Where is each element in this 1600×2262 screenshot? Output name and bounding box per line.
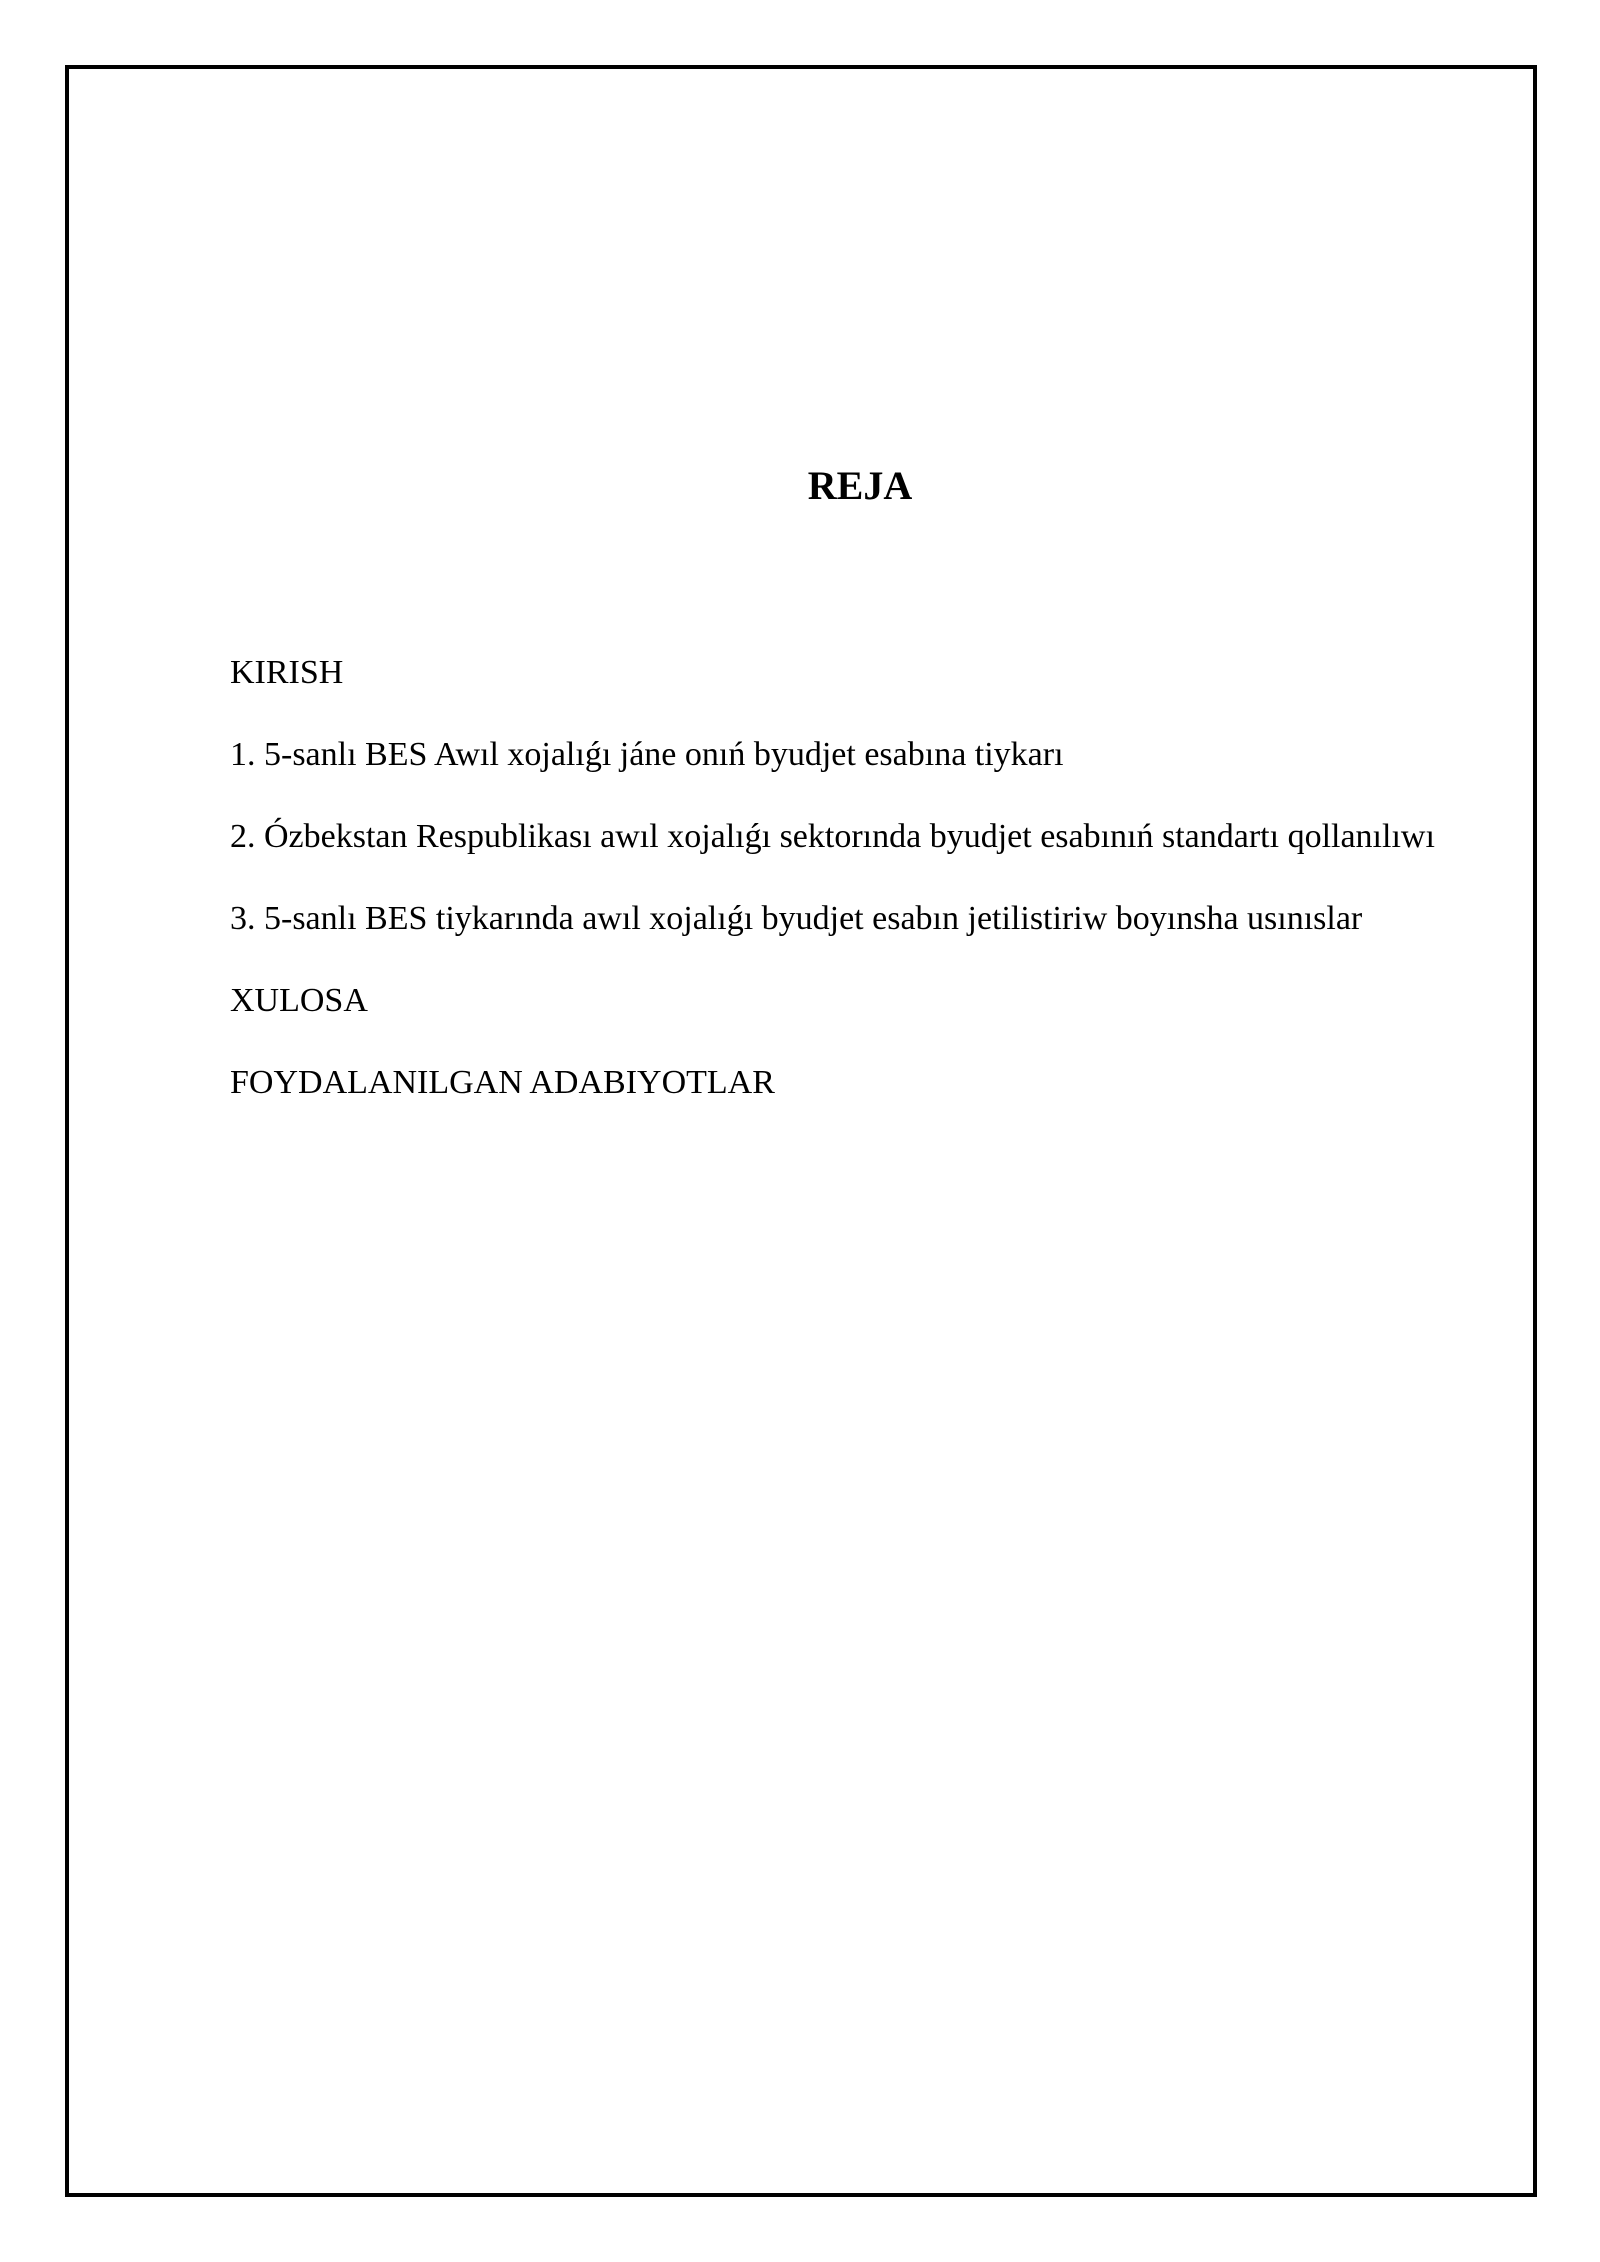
toc-item-conclusion: XULOSA	[230, 982, 368, 1019]
toc-item-references: FOYDALANILGAN ADABIYOTLAR	[230, 1064, 775, 1101]
page-title: REJA	[807, 463, 913, 508]
toc-item-introduction: KIRISH	[230, 654, 344, 691]
toc-item-1: 1. 5-sanlı BES Awıl xojalıǵı jáne onıń byudjet esabına tiykarı	[230, 736, 1064, 773]
table-of-contents	[230, 640, 1530, 1132]
toc-item-2: 2. Ózbekstan Respublikası awıl xojalıǵı sektorında byudjet esabınıń standartı qollanılıwı	[230, 818, 1435, 855]
toc-item-3: 3. 5-sanlı BES tiykarında awıl xojalıǵı byudjet esabın jetilistiriw boyınsha usınıslar	[230, 900, 1363, 937]
